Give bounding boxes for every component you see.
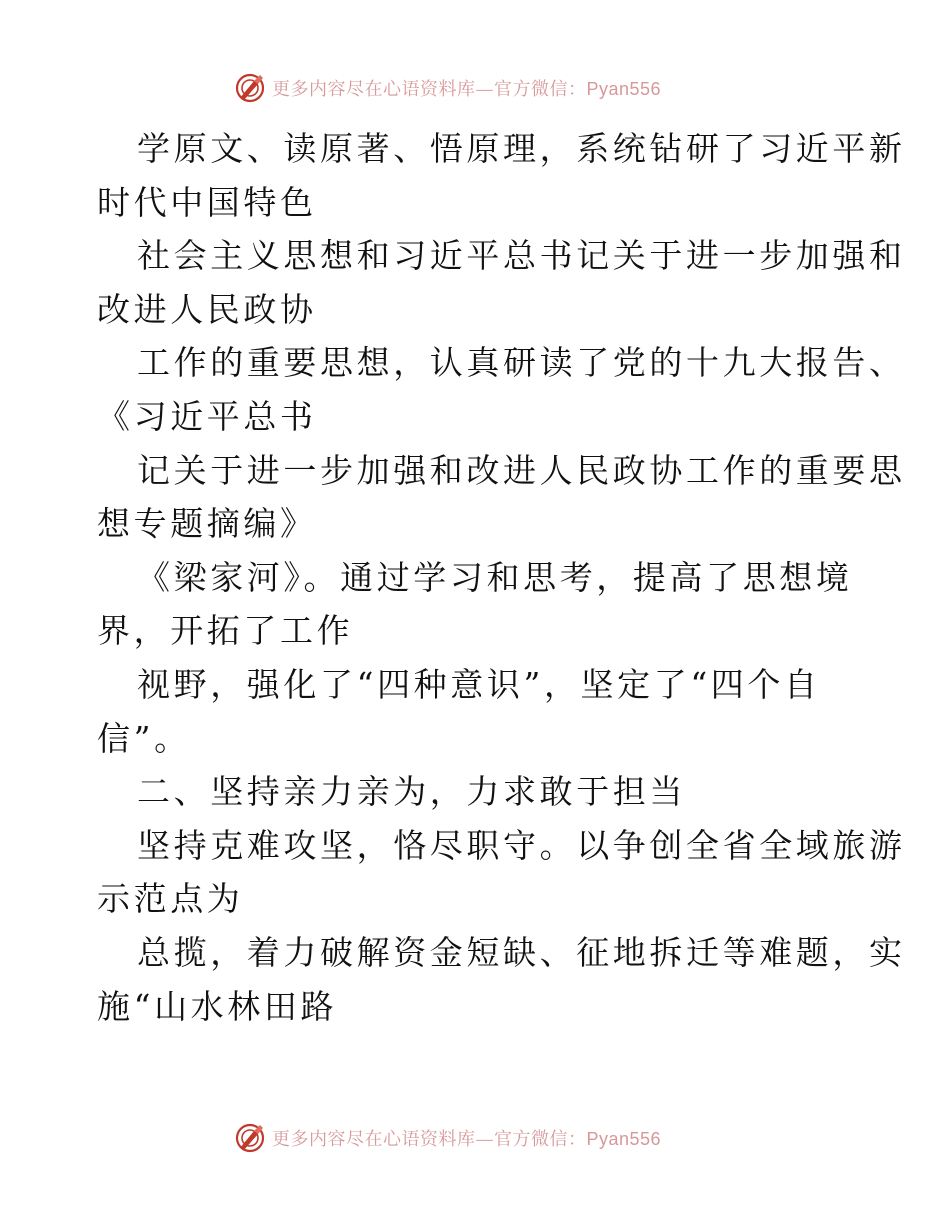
footer-banner-content	[234, 1122, 661, 1154]
banner-dash: —	[475, 1129, 494, 1150]
body-line: 社会主义思想和习近平总书记关于进一步加强和	[137, 236, 906, 276]
banner-main-text: 更多内容尽在心语资料库	[272, 1129, 476, 1150]
body-line: 学原文、读原著、悟原理，系统钻研了习近平新	[137, 129, 906, 168]
document-body	[97, 122, 906, 1033]
header-banner-text	[272, 75, 661, 101]
header-banner-content	[234, 72, 661, 104]
footer-banner	[0, 1120, 950, 1160]
body-line: 信”。	[97, 718, 191, 758]
body-line: 界，开拓了工作	[97, 611, 354, 651]
body-line: 想专题摘编》	[97, 504, 317, 544]
footer-banner-text	[272, 1125, 661, 1151]
body-line: 施“山水林田路	[97, 986, 338, 1026]
pen-logo-icon	[234, 1122, 266, 1154]
body-line: 总揽，着力破解资金短缺、征地拆迁等难题，实	[137, 932, 906, 972]
body-line: 改进人民政协	[97, 289, 317, 329]
banner-wechat-id: Pyan556	[586, 1129, 662, 1149]
banner-main-text: 更多内容尽在心语资料库	[272, 79, 476, 100]
body-line: 视野，强化了“四种意识”，坚定了“四个自	[137, 664, 821, 704]
banner-official-label: 官方微信：	[494, 1129, 587, 1150]
body-line: 《习近平总书	[97, 396, 317, 436]
section-heading: 二、坚持亲力亲为，力求敢于担当	[137, 772, 686, 812]
banner-dash: —	[475, 79, 494, 100]
banner-official-label: 官方微信：	[494, 79, 587, 100]
body-line: 《梁家河》。通过学习和思考，提高了思想境	[137, 557, 853, 597]
body-line: 坚持克难攻坚，恪尽职守。以争创全省全域旅游	[137, 825, 906, 865]
banner-wechat-id: Pyan556	[586, 79, 662, 99]
body-line: 工作的重要思想，认真研读了党的十九大报告、	[137, 343, 906, 383]
pen-logo-icon	[234, 72, 266, 104]
body-line: 记关于进一步加强和改进人民政协工作的重要思	[137, 450, 906, 490]
body-line: 时代中国特色	[97, 182, 317, 222]
body-line: 示范点为	[97, 879, 244, 919]
header-banner	[0, 70, 950, 110]
